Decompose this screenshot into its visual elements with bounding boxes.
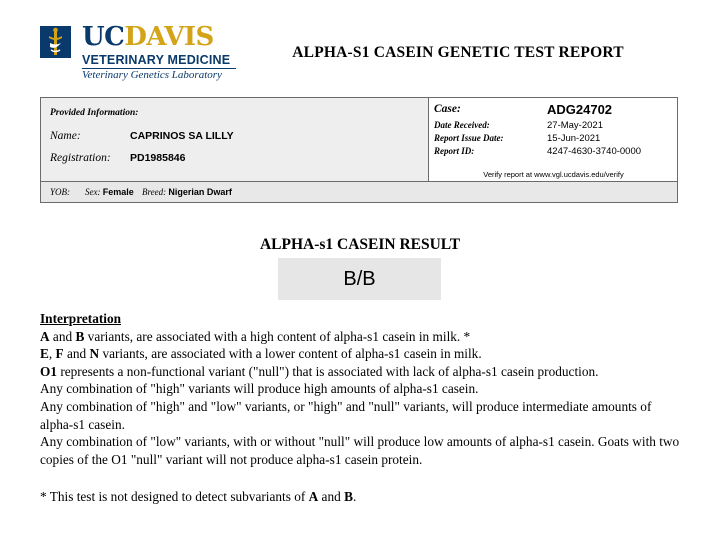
sex-field: Sex: Female xyxy=(85,187,134,197)
sex-value: Female xyxy=(102,187,134,197)
report-id-value: 4247-4630-3740-0000 xyxy=(547,146,642,157)
result-heading: ALPHA-s1 CASEIN RESULT xyxy=(259,236,461,253)
name-value: CAPRINOS SA LILLY xyxy=(130,130,234,142)
logo-school: VETERINARY MEDICINE xyxy=(82,53,231,67)
date-received-value: 27-May-2021 xyxy=(547,120,603,131)
interpretation-heading: Interpretation xyxy=(40,311,122,326)
provided-info-label: Provided Information: xyxy=(50,108,139,118)
name-label: Name: xyxy=(50,130,81,142)
interpretation-line-null: O1 represents a non-functional variant ("null") that is associated with lack of alpha-s1 casein production. xyxy=(40,363,599,379)
breed-value: Nigerian Dwarf xyxy=(168,187,232,197)
verify-link[interactable]: Verify report at www.vgl.ucdavis.edu/verify xyxy=(483,170,624,179)
case-value: ADG24702 xyxy=(547,102,613,117)
issue-date-value: 15-Jun-2021 xyxy=(547,133,601,144)
genotype-result: B/B xyxy=(278,258,441,300)
case-label: Case: xyxy=(434,103,461,115)
interpretation-line-intermediate: Any combination of "high" and "low" variants, or "high" and "null" variants, will produce intermediate amounts of alpha-s1 casein. xyxy=(40,398,652,432)
date-received-label: Date Received: xyxy=(434,120,490,130)
registration-label: Registration: xyxy=(50,152,111,164)
animal-details-strip xyxy=(41,181,677,202)
logo-lab: Veterinary Genetics Laboratory xyxy=(82,69,222,81)
breed-field: Breed: Nigerian Dwarf xyxy=(142,187,232,197)
interpretation-line-high-combo: Any combination of "high" variants will produce high amounts of alpha-s1 casein. xyxy=(40,381,479,397)
report-title: ALPHA-S1 CASEIN GENETIC TEST REPORT xyxy=(292,44,624,61)
report-id-label: Report ID: xyxy=(434,146,475,156)
interpretation-line-low: E, F and N variants, are associated with a lower content of alpha-s1 casein in milk. xyxy=(40,346,482,362)
info-box xyxy=(40,97,678,203)
footnote: * This test is not designed to detect subvariants of A and B. xyxy=(40,489,357,504)
yob-field: YOB: xyxy=(50,187,70,197)
interpretation-line-low-combo: Any combination of "low" variants, with or without "null" will produce low amounts of alpha-s1 casein. Goats with two copies of the O1 "null" variant will not produce alpha-s1 casein protein. xyxy=(40,434,680,467)
registration-value: PD1985846 xyxy=(130,152,186,164)
provided-info-panel xyxy=(41,98,429,181)
interpretation-section xyxy=(40,310,685,468)
issue-date-label: Report Issue Date: xyxy=(434,133,504,143)
logo-wordmark: UCDAVIS xyxy=(82,22,214,52)
interpretation-line-high: A and B variants, are associated with a high content of alpha-s1 casein in milk. * xyxy=(40,328,471,344)
